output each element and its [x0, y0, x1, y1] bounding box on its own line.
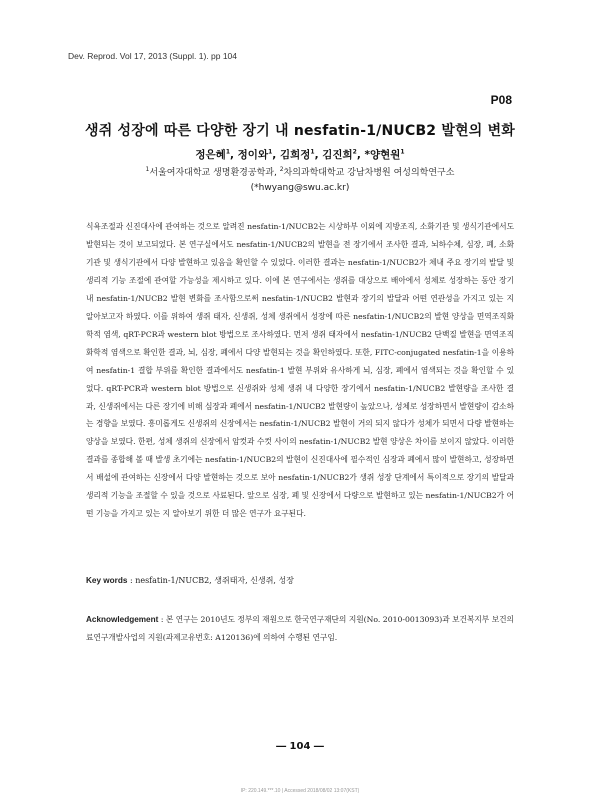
paper-title: 생쥐 성장에 따른 다양한 장기 내 nesfatin-1/NUCB2 발현의 변화 — [84, 123, 516, 139]
acknowledgement-text: 본 연구는 2010년도 정부의 재원으로 한국연구재단의 지원(No. 2010-0013093)과 보건복지부 보건의료연구개발사업의 지원(과제고유번호: A120136)에 의하여 수행된 연구임. — [86, 615, 514, 642]
acknowledgement-separator: : — [158, 615, 166, 624]
corresponding-email: (*hwyang@swu.ac.kr) — [250, 183, 350, 193]
author-name: 정은혜 — [195, 149, 226, 161]
keywords-text: nesfatin-1/NUCB2, 생쥐태자, 신생쥐, 성장 — [135, 576, 294, 585]
author-affiliation-number: 1 — [268, 148, 273, 156]
corresponding-author-name: *양현원 — [364, 149, 401, 161]
poster-code: P08 — [490, 93, 512, 107]
author-affiliation-number: 1 — [310, 148, 315, 156]
keywords-label: Key words — [86, 576, 128, 585]
author-affiliation-number: 1 — [225, 148, 230, 156]
affiliation-text: 서울여자대학교 생명환경공학과, — [149, 168, 280, 178]
affiliations — [0, 165, 600, 178]
acknowledgement-label: Acknowledgement — [86, 615, 159, 624]
acknowledgement — [86, 611, 514, 647]
author-name: 정이와 — [237, 149, 269, 161]
affiliation-text: 차의과학대학교 강남차병원 여성의학연구소 — [283, 168, 455, 178]
abstract-body: 식욕조절과 신진대사에 관여하는 것으로 알려진 nesfatin-1/NUCB2는 시상하부 이외에 지방조직, 소화기관 및 생식기관에서도 발현되는 것이 보고되었다. 본 연구실에서도 nesfatin-1/NUCB2의 발현을 전 장기에서 조사한 결과, 뇌하수체, 심장, 폐, 소화기관 및 생식기관에서 다양 발현하고 있음을 확인할 수 있었다. 이러한 결과는 nesfatin-1/NUCB2가 체내 주요 장기의 발달 및 생리적 기능 조절에 관여할 가능성을 제시하고 있다. 이에 본 연구에서는 생쥐를 대상으로 배아에서 성체로 성장하는 동안 장기 내 nesfatin-1/NUCB2 발현 변화를 조사함으로써 nesfatin-1/NUCB2 발현과 장기의 발달과 어떤 연관성을 가지고 있는 지 알아보고자 하였다. 이를 위하여 생쥐 태자, 신생쥐, 성체 생쥐에서 성장에 따른 nesfatin-1/NUCB2의 발현 양상을 면역조직화학적 염색, qRT-PCR과 western blot 방법으로 조사하였다. 먼저 생쥐 태자에서 nesfatin-1/NUCB2 단백질 발현을 면역조직화학적 염색으로 확인한 결과, 뇌, 심장, 폐에서 다양 발현되는 것을 확인하였다. 또한, FITC-conjugated nesfatin-1을 이용하여 nesfatin-1 결합 부위를 확인한 결과에서도 nesfatin-1 발현 부위와 유사하게 뇌, 심장, 폐에서 염색되는 것을 확인할 수 있었다. qRT-PCR과 western blot 방법으로 신생쥐와 성체 생쥐 내 다양한 장기에서 nesfatin-1/NUCB2 발현량을 조사한 결과, 신생쥐에서는 다른 장기에 비해 심장과 폐에서 nesfatin-1/NUCB2 발현량이 높았으나, 성체로 성장하면서 발현량이 감소하는 경향을 보였다. 흥미롭게도 신생쥐의 신장에서는 nesfatin-1/NUCB2 발현이 거의 되지 않다가 성체가 되면서 다량 발현하는 양상을 보였다. 한편, 성체 생쥐의 신장에서 암컷과 수컷 사이의 nesfatin-1/NUCB2 발현 양상은 차이를 보이지 않았다. 이러한 결과를 종합해 볼 때 발생 초기에는 nesfatin-1/NUCB2의 발현이 신진대사에 필수적인 심장과 폐에서 많이 발현하고, 성장하면서 배설에 관여하는 신장에서 다양 발현하는 것으로 보아 nesfatin-1/NUCB2가 생쥐 성장 단계에서 특이적으로 장기의 발달과 생리적 기능을 조절할 수 있을 것으로 사료된다. 앞으로 심장, 폐 및 신장에서 다량으로 발현하고 있는 nesfatin-1/NUCB2가 어떤 기능을 가지고 있는 지 알아보기 위한 더 많은 연구가 요구된다. — [86, 222, 514, 519]
affiliation-number: 1 — [145, 166, 150, 173]
author-list — [0, 147, 600, 162]
author-name: 김희정 — [279, 149, 311, 161]
author-affiliation-number: 2 — [352, 148, 357, 156]
affiliation-number: 2 — [279, 166, 284, 173]
author-separator: , — [356, 149, 365, 161]
author-name: 김진희 — [322, 149, 353, 161]
author-separator: , — [230, 149, 238, 161]
keywords-separator: : — [127, 576, 136, 585]
author-separator: , — [314, 149, 323, 161]
access-info: IP: 220.149.***.10 | Accessed 2018/08/02 13:07(KST) — [240, 788, 360, 794]
author-affiliation-number: 1 — [400, 148, 405, 156]
journal-citation: Dev. Reprod. Vol 17, 2013 (Suppl. 1). pp 104 — [68, 51, 238, 61]
keywords-line — [86, 575, 294, 586]
author-separator: , — [272, 149, 280, 161]
page-number: ― 104 ― — [276, 741, 324, 752]
